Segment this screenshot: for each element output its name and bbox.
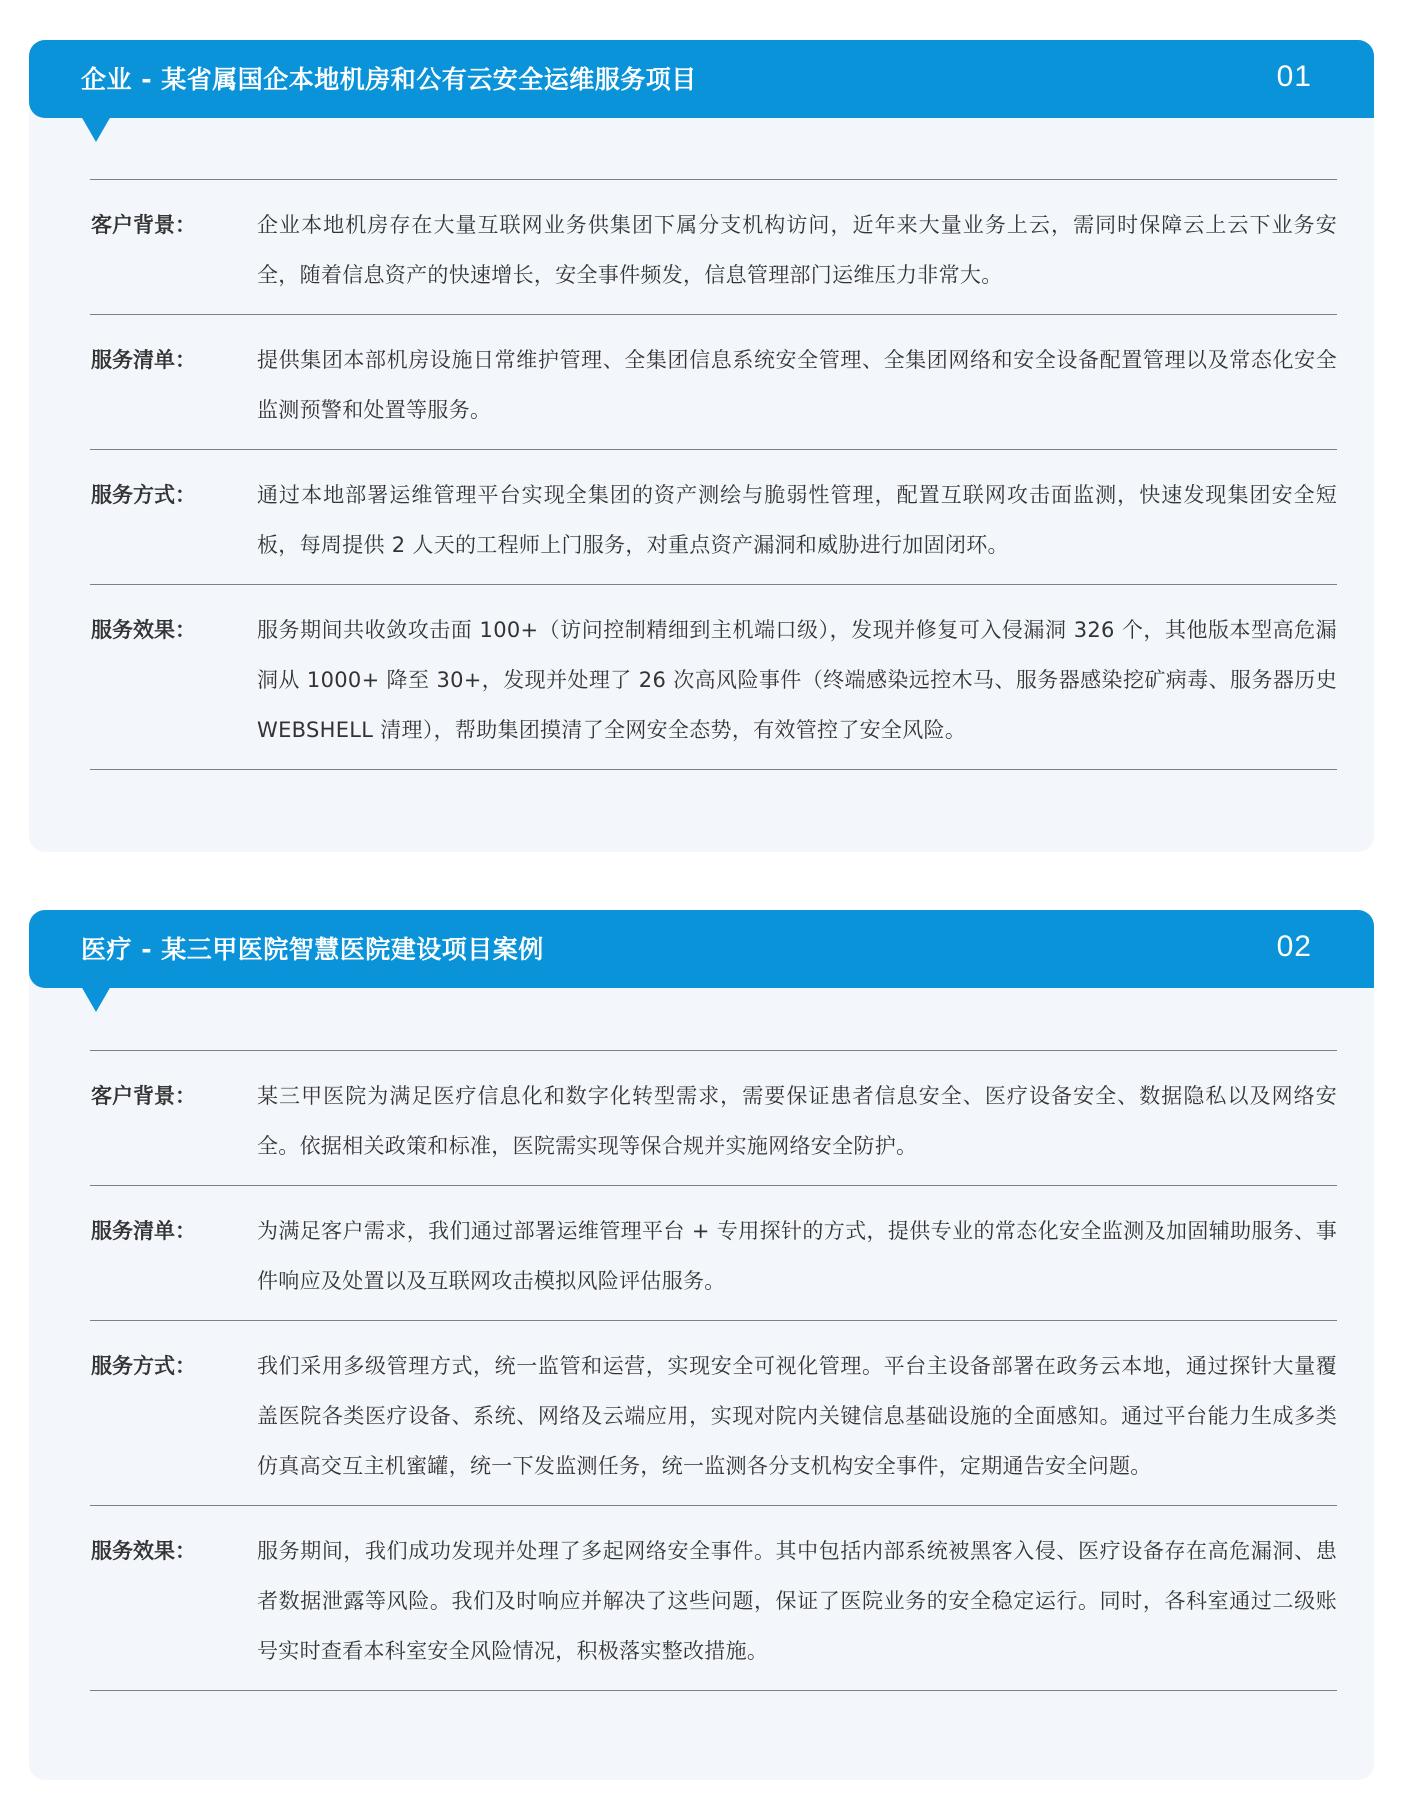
case-number: 02 [1276,930,1312,963]
detail-text: 为满足客户需求，我们通过部署运维管理平台 + 专用探针的方式，提供专业的常态化安全监测及加固辅助服务、事件响应及处置以及互联网攻击模拟风险评估服务。 [257,1219,1337,1293]
banner-pointer-triangle [81,116,111,142]
detail-text: 某三甲医院为满足医疗信息化和数字化转型需求，需要保证患者信息安全、医疗设备安全、数据隐私以及网络安全。依据相关政策和标准，医院需实现等保合规并实施网络安全防护。 [257,1084,1337,1158]
detail-row-background [90,1051,1337,1186]
detail-row-background [90,180,1337,315]
case-details [90,179,1337,770]
detail-text: 企业本地机房存在大量互联网业务供集团下属分支机构访问，近年来大量业务上云，需同时保障云上云下业务安全，随着信息资产的快速增长，安全事件频发，信息管理部门运维压力非常大。 [257,213,1337,287]
detail-row-service-method [90,450,1337,585]
case-number: 01 [1276,60,1312,93]
case-card-healthcare [29,910,1374,1780]
detail-text: 服务期间共收敛攻击面 100+（访问控制精细到主机端口级），发现并修复可入侵漏洞 326 个，其他版本型高危漏洞从 1000+ 降至 30+，发现并处理了 26 次高风险事件（终端感染远控木马、服务器感染挖矿病毒、服务器历史 WEBSHELL 清理），帮助集团摸清了全网安全态势，有效管控了安全风险。 [257,618,1337,742]
detail-text: 通过本地部署运维管理平台实现全集团的资产测绘与脆弱性管理，配置互联网攻击面监测，快速发现集团安全短板，每周提供 2 人天的工程师上门服务，对重点资产漏洞和威胁进行加固闭环。 [257,483,1337,557]
detail-label: 服务方式： [91,1354,196,1378]
detail-label: 客户背景： [91,213,196,237]
detail-label: 服务方式： [91,483,196,507]
detail-label: 客户背景： [91,1084,196,1108]
banner-pointer-triangle [81,986,111,1012]
detail-label: 服务效果： [91,1539,196,1563]
detail-row-service-list [90,315,1337,450]
detail-row-service-effect [90,1506,1337,1691]
detail-row-service-effect [90,585,1337,770]
case-card-enterprise [29,40,1374,852]
case-title: 企业 - 某省属国企本地机房和公有云安全运维服务项目 [81,65,697,94]
detail-label: 服务清单： [91,1219,196,1243]
detail-row-service-list [90,1186,1337,1321]
case-details [90,1050,1337,1691]
detail-row-service-method [90,1321,1337,1506]
case-header-banner [29,40,1374,118]
case-title: 医疗 - 某三甲医院智慧医院建设项目案例 [81,935,544,964]
case-header-banner [29,910,1374,988]
detail-text: 我们采用多级管理方式，统一监管和运营，实现安全可视化管理。平台主设备部署在政务云本地，通过探针大量覆盖医院各类医疗设备、系统、网络及云端应用，实现对院内关键信息基础设施的全面感知。通过平台能力生成多类仿真高交互主机蜜罐，统一下发监测任务，统一监测各分支机构安全事件，定期通告安全问题。 [257,1354,1337,1478]
detail-label: 服务清单： [91,348,196,372]
detail-text: 提供集团本部机房设施日常维护管理、全集团信息系统安全管理、全集团网络和安全设备配置管理以及常态化安全监测预警和处置等服务。 [257,348,1337,422]
detail-text: 服务期间，我们成功发现并处理了多起网络安全事件。其中包括内部系统被黑客入侵、医疗设备存在高危漏洞、患者数据泄露等风险。我们及时响应并解决了这些问题，保证了医院业务的安全稳定运行。同时，各科室通过二级账号实时查看本科室安全风险情况，积极落实整改措施。 [257,1539,1337,1663]
detail-label: 服务效果： [91,618,196,642]
